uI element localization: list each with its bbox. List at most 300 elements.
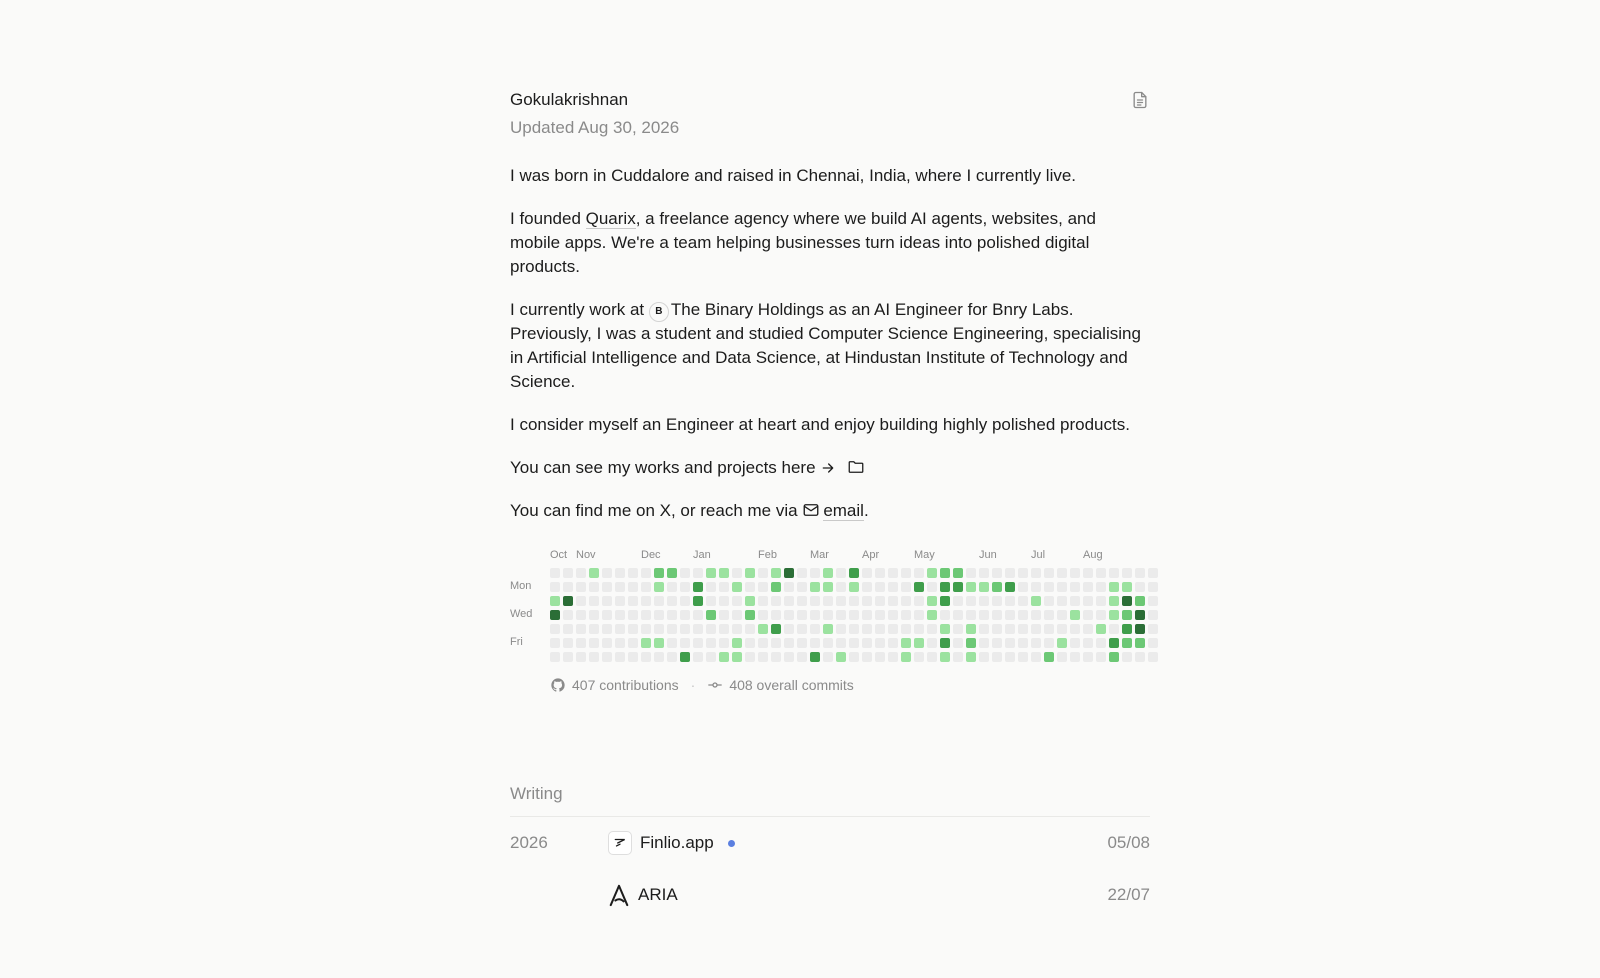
contribution-cell xyxy=(953,624,963,634)
bio-paragraph-5 xyxy=(510,456,1150,480)
writing-date: 22/07 xyxy=(1107,885,1150,904)
contribution-cell xyxy=(641,596,651,606)
contribution-cell xyxy=(953,596,963,606)
contribution-cell xyxy=(1018,610,1028,620)
contribution-cell xyxy=(1005,582,1015,592)
contribution-cell xyxy=(1109,582,1119,592)
contribution-cell xyxy=(1109,624,1119,634)
day-label: Mon xyxy=(510,580,532,592)
contribution-cell xyxy=(550,652,560,662)
contribution-cell xyxy=(680,610,690,620)
contribution-cell xyxy=(992,638,1002,648)
binary-holdings-logo-icon: B xyxy=(649,302,669,322)
contribution-cell xyxy=(1018,652,1028,662)
contribution-cell xyxy=(719,624,729,634)
contribution-cell xyxy=(576,582,586,592)
contribution-cell xyxy=(849,610,859,620)
contribution-cell xyxy=(732,568,742,578)
contribution-cell xyxy=(758,596,768,606)
contribution-cell xyxy=(992,652,1002,662)
contribution-cell xyxy=(797,610,807,620)
contribution-cell xyxy=(680,638,690,648)
author-name: Gokulakrishnan xyxy=(510,90,629,109)
contribution-cell xyxy=(745,596,755,606)
contribution-cell xyxy=(953,652,963,662)
contribution-cell xyxy=(654,638,664,648)
contribution-cell xyxy=(1135,596,1145,606)
bio-text: You can see my works and projects here xyxy=(510,458,816,477)
contribution-cell xyxy=(966,582,976,592)
contribution-cell xyxy=(1005,568,1015,578)
month-label: Mar xyxy=(810,549,829,561)
contribution-cell xyxy=(693,624,703,634)
contribution-cell xyxy=(1122,638,1132,648)
contribution-cell xyxy=(563,610,573,620)
contribution-cell xyxy=(966,652,976,662)
contribution-cell xyxy=(654,582,664,592)
contribution-cell xyxy=(680,582,690,592)
contribution-cell xyxy=(771,624,781,634)
contribution-cell xyxy=(810,638,820,648)
contribution-cell xyxy=(940,652,950,662)
contribution-cell xyxy=(823,624,833,634)
contribution-cell xyxy=(862,596,872,606)
contribution-cell xyxy=(732,638,742,648)
contribution-cell xyxy=(914,610,924,620)
writing-title: ARIA xyxy=(638,885,678,904)
writing-row[interactable] xyxy=(510,869,1150,921)
github-icon xyxy=(550,677,566,693)
contribution-cell xyxy=(615,638,625,648)
contribution-cell xyxy=(940,596,950,606)
contribution-cell xyxy=(654,624,664,634)
contribution-cell xyxy=(615,624,625,634)
contribution-cell xyxy=(914,652,924,662)
contribution-cell xyxy=(888,624,898,634)
contribution-cell xyxy=(1057,596,1067,606)
contribution-cell xyxy=(706,582,716,592)
contribution-cell xyxy=(563,652,573,662)
commit-icon xyxy=(707,677,723,693)
contribution-cell xyxy=(992,582,1002,592)
contribution-cell xyxy=(732,582,742,592)
contribution-cell xyxy=(1044,652,1054,662)
contribution-cell xyxy=(576,624,586,634)
contribution-cell xyxy=(836,582,846,592)
writing-link[interactable] xyxy=(608,831,1107,855)
contribution-cell xyxy=(797,596,807,606)
contribution-cell xyxy=(966,568,976,578)
contribution-cell xyxy=(693,652,703,662)
contribution-cell xyxy=(1005,638,1015,648)
folder-icon[interactable] xyxy=(847,458,865,476)
contribution-stats xyxy=(550,677,854,693)
contribution-cell xyxy=(550,596,560,606)
contribution-cell xyxy=(667,624,677,634)
contribution-cell xyxy=(810,652,820,662)
contribution-cell xyxy=(836,596,846,606)
contribution-cell xyxy=(901,652,911,662)
document-icon[interactable] xyxy=(1130,90,1150,110)
month-label: Oct xyxy=(550,549,568,561)
contribution-cell xyxy=(745,652,755,662)
contribution-cell xyxy=(589,652,599,662)
contribution-cell xyxy=(1109,568,1119,578)
contribution-cell xyxy=(797,624,807,634)
bio-paragraph-3 xyxy=(510,298,1150,394)
contribution-cell xyxy=(1044,596,1054,606)
contribution-cell xyxy=(719,652,729,662)
contribution-cell xyxy=(589,568,599,578)
contribution-cell xyxy=(667,638,677,648)
contribution-cell xyxy=(745,610,755,620)
contribution-cell xyxy=(667,582,677,592)
contribution-cell xyxy=(602,582,612,592)
bio-text: I currently work at xyxy=(510,300,649,319)
contribution-cell xyxy=(602,638,612,648)
contribution-cell xyxy=(875,638,885,648)
contribution-cell xyxy=(576,596,586,606)
contribution-cell xyxy=(732,610,742,620)
contribution-cell xyxy=(693,638,703,648)
contribution-cell xyxy=(979,638,989,648)
contribution-cell xyxy=(680,652,690,662)
contribution-cell xyxy=(888,652,898,662)
month-label: Aug xyxy=(1083,549,1103,561)
contribution-cell xyxy=(758,568,768,578)
contribution-cell xyxy=(1148,638,1158,648)
contribution-cell xyxy=(576,652,586,662)
contribution-cell xyxy=(979,652,989,662)
contribution-cell xyxy=(1083,638,1093,648)
contribution-cell xyxy=(1005,596,1015,606)
contribution-cell xyxy=(1044,624,1054,634)
contribution-cell xyxy=(745,638,755,648)
contribution-cell xyxy=(927,652,937,662)
contribution-cell xyxy=(745,624,755,634)
contribution-cell xyxy=(1031,568,1041,578)
contribution-cell xyxy=(654,596,664,606)
day-label: Wed xyxy=(510,608,533,620)
contribution-cell xyxy=(680,568,690,578)
contribution-cell xyxy=(706,624,716,634)
contribution-cell xyxy=(1057,638,1067,648)
contribution-cell xyxy=(1148,610,1158,620)
contribution-cell xyxy=(992,624,1002,634)
contribution-cell xyxy=(836,568,846,578)
contribution-cell xyxy=(862,582,872,592)
contribution-cell xyxy=(940,568,950,578)
contribution-cell xyxy=(1005,610,1015,620)
contribution-cell xyxy=(693,610,703,620)
contribution-cell xyxy=(1070,596,1080,606)
contribution-cell xyxy=(784,624,794,634)
contribution-cell xyxy=(628,652,638,662)
contribution-cell xyxy=(589,638,599,648)
contribution-cell xyxy=(1096,652,1106,662)
contribution-cell xyxy=(628,610,638,620)
contribution-cell xyxy=(797,568,807,578)
contribution-cell xyxy=(550,610,560,620)
contribution-cell xyxy=(979,582,989,592)
contribution-cell xyxy=(888,582,898,592)
bio-text: You can find me on X, or reach me via xyxy=(510,501,803,520)
contribution-cell xyxy=(1135,582,1145,592)
contribution-cell xyxy=(966,610,976,620)
contribution-cell xyxy=(1096,582,1106,592)
contribution-cell xyxy=(836,624,846,634)
contribution-cell xyxy=(602,624,612,634)
contribution-cell xyxy=(719,596,729,606)
contribution-cell xyxy=(849,568,859,578)
contribution-cell xyxy=(615,610,625,620)
contribution-cell xyxy=(1148,596,1158,606)
contribution-cell xyxy=(628,624,638,634)
contribution-cell xyxy=(1018,596,1028,606)
contribution-cell xyxy=(706,596,716,606)
contribution-cell xyxy=(641,582,651,592)
contribution-cell xyxy=(680,624,690,634)
contribution-cell xyxy=(706,568,716,578)
contribution-cell xyxy=(667,596,677,606)
contribution-cell xyxy=(641,610,651,620)
contribution-cell xyxy=(1070,624,1080,634)
bio-paragraph-6 xyxy=(510,499,1150,523)
contribution-cell xyxy=(1122,596,1132,606)
contribution-cell xyxy=(1057,582,1067,592)
contribution-cell xyxy=(862,610,872,620)
contribution-cell xyxy=(758,624,768,634)
contribution-cell xyxy=(784,582,794,592)
contribution-cell xyxy=(992,596,1002,606)
contribution-cell xyxy=(628,638,638,648)
contributions-count: 407 contributions xyxy=(572,677,679,693)
contribution-cell xyxy=(550,638,560,648)
contribution-cell xyxy=(1018,624,1028,634)
contribution-cell xyxy=(810,582,820,592)
contribution-cell xyxy=(1096,638,1106,648)
writing-title: Finlio.app xyxy=(640,833,714,852)
contribution-cell xyxy=(1148,624,1158,634)
contribution-cell xyxy=(875,582,885,592)
commits-count: 408 overall commits xyxy=(729,677,854,693)
contribution-cell xyxy=(1096,610,1106,620)
contribution-cell xyxy=(771,596,781,606)
contribution-cell xyxy=(810,568,820,578)
contribution-cell xyxy=(667,568,677,578)
contribution-cell xyxy=(1083,624,1093,634)
contribution-cell xyxy=(615,596,625,606)
contribution-cell xyxy=(1031,610,1041,620)
contribution-graph xyxy=(510,549,1150,714)
contribution-cell xyxy=(810,596,820,606)
contribution-cell xyxy=(719,568,729,578)
contribution-cell xyxy=(797,582,807,592)
writing-row[interactable] xyxy=(510,817,1150,869)
contribution-cell xyxy=(732,624,742,634)
bio-paragraph-1: I was born in Cuddalore and raised in Chennai, India, where I currently live. xyxy=(510,166,1077,185)
contribution-cell xyxy=(771,610,781,620)
contribution-cell xyxy=(1096,568,1106,578)
contribution-cell xyxy=(615,652,625,662)
contribution-cell xyxy=(1083,610,1093,620)
contribution-cell xyxy=(628,596,638,606)
contribution-cell xyxy=(693,582,703,592)
contribution-cell xyxy=(992,610,1002,620)
contribution-cell xyxy=(576,638,586,648)
contribution-cell xyxy=(667,652,677,662)
contribution-cell xyxy=(992,568,1002,578)
contribution-cell xyxy=(589,582,599,592)
contribution-cell xyxy=(576,610,586,620)
month-label: Apr xyxy=(862,549,880,561)
contribution-cell xyxy=(849,624,859,634)
contribution-cell xyxy=(1031,638,1041,648)
contribution-cell xyxy=(1044,610,1054,620)
contribution-cell xyxy=(862,652,872,662)
contribution-cell xyxy=(1005,652,1015,662)
contribution-cell xyxy=(1083,568,1093,578)
contribution-cell xyxy=(823,652,833,662)
contribution-cell xyxy=(589,596,599,606)
writing-link[interactable] xyxy=(608,883,1107,907)
contribution-cell xyxy=(979,568,989,578)
writing-year: 2026 xyxy=(510,833,548,852)
month-label: Jul xyxy=(1031,549,1046,561)
contribution-cell xyxy=(693,568,703,578)
contribution-cell xyxy=(1109,610,1119,620)
contribution-cell xyxy=(953,568,963,578)
contribution-cell xyxy=(1044,638,1054,648)
contribution-cell xyxy=(1031,652,1041,662)
contribution-cell xyxy=(589,610,599,620)
contribution-cell xyxy=(1096,596,1106,606)
contribution-cell xyxy=(771,582,781,592)
contribution-cell xyxy=(706,652,716,662)
contribution-cell xyxy=(953,638,963,648)
contribution-cell xyxy=(914,624,924,634)
contribution-cell xyxy=(745,568,755,578)
contribution-cell xyxy=(706,610,716,620)
contribution-cell xyxy=(1135,610,1145,620)
updated-date: Updated Aug 30, 2026 xyxy=(510,118,680,137)
month-label: Nov xyxy=(576,549,596,561)
contribution-cell xyxy=(901,610,911,620)
contribution-cell xyxy=(563,596,573,606)
contribution-cell xyxy=(836,652,846,662)
contribution-cell xyxy=(1148,582,1158,592)
contribution-cell xyxy=(875,596,885,606)
contribution-cell xyxy=(615,582,625,592)
contribution-cell xyxy=(1057,652,1067,662)
contribution-cell xyxy=(797,652,807,662)
contribution-cell xyxy=(1135,568,1145,578)
contribution-cell xyxy=(1109,652,1119,662)
contribution-cell xyxy=(628,582,638,592)
contribution-cell xyxy=(563,568,573,578)
contribution-cell xyxy=(602,596,612,606)
contribution-cell xyxy=(1044,582,1054,592)
contribution-cell xyxy=(1109,638,1119,648)
contribution-cell xyxy=(680,596,690,606)
section-title: Writing xyxy=(510,784,1150,817)
contribution-cell xyxy=(1148,568,1158,578)
contribution-cell xyxy=(875,624,885,634)
separator: · xyxy=(690,677,696,693)
contribution-cell xyxy=(927,638,937,648)
contribution-cell xyxy=(758,582,768,592)
contribution-cell xyxy=(732,596,742,606)
contribution-cell xyxy=(1031,582,1041,592)
contribution-cell xyxy=(1122,652,1132,662)
contribution-cell xyxy=(979,596,989,606)
contribution-cell xyxy=(940,624,950,634)
bio-text: , a freelance agency where we build AI agents, websites, and mobile apps. We're a team helping businesses turn ideas into polished digital products. xyxy=(510,209,1096,276)
contribution-cell xyxy=(1122,610,1132,620)
contribution-cell xyxy=(823,610,833,620)
contribution-cell xyxy=(784,596,794,606)
contribution-cell xyxy=(550,568,560,578)
contribution-cell xyxy=(1070,610,1080,620)
contribution-cell xyxy=(849,638,859,648)
contribution-cell xyxy=(550,624,560,634)
contribution-cell xyxy=(940,638,950,648)
contribution-cell xyxy=(1018,638,1028,648)
contribution-cell xyxy=(836,610,846,620)
contribution-cell xyxy=(1122,624,1132,634)
contribution-cell xyxy=(1083,596,1093,606)
contribution-cell xyxy=(654,610,664,620)
writing-date: 05/08 xyxy=(1107,833,1150,852)
contribution-cell xyxy=(914,568,924,578)
contribution-cell xyxy=(862,624,872,634)
quarix-link[interactable]: Quarix xyxy=(585,209,636,228)
contribution-cell xyxy=(836,638,846,648)
contribution-cell xyxy=(966,638,976,648)
bio-text: The Binary Holdings as an AI Engineer for Bnry Labs. Previously, I was a student and studied Computer Science Engineering, specialising in Artificial Intelligence and Data Science, at Hindustan Institute of Technology and Science. xyxy=(510,300,1141,391)
contribution-cell xyxy=(927,582,937,592)
contribution-cell xyxy=(901,638,911,648)
contribution-cell xyxy=(732,652,742,662)
contribution-cell xyxy=(563,624,573,634)
contribution-cell xyxy=(1070,582,1080,592)
contribution-cell xyxy=(875,568,885,578)
contribution-cell xyxy=(771,638,781,648)
contribution-cell xyxy=(901,582,911,592)
main-content xyxy=(510,86,1150,921)
contribution-cell xyxy=(888,638,898,648)
bio xyxy=(510,164,1150,523)
contribution-cell xyxy=(927,596,937,606)
contribution-cell xyxy=(654,568,664,578)
contribution-cell xyxy=(758,638,768,648)
contribution-cell xyxy=(641,638,651,648)
contribution-cell xyxy=(862,638,872,648)
contribution-cell xyxy=(1031,596,1041,606)
contribution-cell xyxy=(849,582,859,592)
email-link[interactable]: email xyxy=(823,501,864,520)
contribution-cell xyxy=(901,568,911,578)
contribution-cell xyxy=(875,610,885,620)
contribution-cell xyxy=(797,638,807,648)
contribution-cell xyxy=(719,638,729,648)
contribution-cell xyxy=(1005,624,1015,634)
contribution-cell xyxy=(615,568,625,578)
arrow-right-icon xyxy=(820,460,836,476)
contribution-cell xyxy=(966,596,976,606)
contribution-cell xyxy=(888,568,898,578)
contribution-cell xyxy=(875,652,885,662)
